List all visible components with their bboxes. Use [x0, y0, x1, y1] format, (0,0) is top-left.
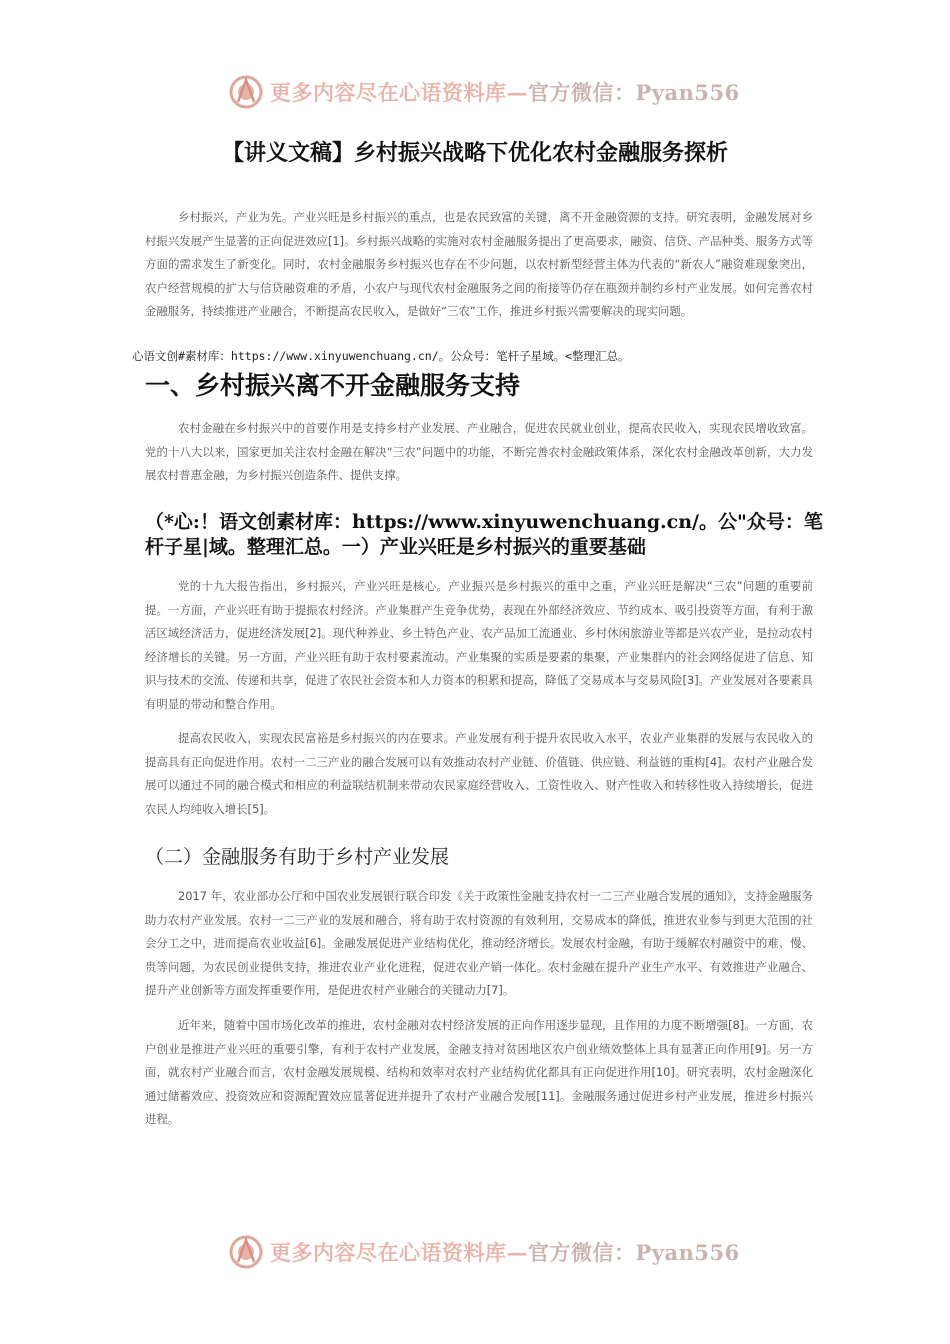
banner-text: 更多内容尽在心语资料库—官方微信：Pyan556: [270, 80, 740, 105]
document-title: 【讲义文稿】乡村振兴战略下优化农村金融服务探析: [221, 141, 728, 166]
intro-paragraph: 乡村振兴，产业为先。产业兴旺是乡村振兴的重点，也是农民致富的关键，离不开金融资源的支持。研究表明，金融发展对乡村振兴发展产生显著的正向促进效应[1]。乡村振兴战略的实施对农村金融服务提出了更高要求，融资、信贷、产品种类、服务方式等方面的需求发生了新变化。同时，农村金融服务乡村振兴也存在不少问题，以农村新型经营主体为代表的“新农人”融资难现象突出，农户经营规模的扩大与信贷融资难的矛盾，小农户与现代农村金融服务之间的衔接等仍存在瓶颈并制约乡村产业发展。如何完善农村金融服务，持续推进产业融合，不断提高农民收入，是做好“三农”工作，推进乡村振兴需要解决的现实问题。: [145, 210, 813, 318]
banner-wechat: 官方微信：Pyan556: [528, 80, 740, 105]
subsection-1-paragraph-1: 党的十九大报告指出，乡村振兴，产业兴旺是核心。产业振兴是乡村振兴的重中之重，产业兴旺是解决“三农”问题的重要前提。一方面，产业兴旺有助于提振农村经济。产业集群产生竞争优势，表现在外部经济效应、节约成本、吸引投资等方面，有利于激活区域经济活力，促进经济发展[2]。现代种养业、乡土特色产业、农产品加工流通业、乡村休闲旅游业等都是兴农产业，是拉动农村经济增长的关键。另一方面，产业兴旺有助于农村要素流动。产业集聚的实质是要素的集聚，产业集群内的社会网络促进了信息、知识与技术的交流、传递和共享，促进了农民社会资本和人力资本的积累和提高，降低了交易成本与交易风险[3]。产业发展对各要素具有明显的带动和整合作用。: [145, 579, 813, 711]
header-banner: [228, 72, 748, 112]
logo-icon: [228, 74, 264, 110]
subsection-1-paragraph-2: 提高农民收入，实现农民富裕是乡村振兴的内在要求。产业发展有利于提升农民收入水平，农业产业集群的发展与农民收入的提高具有正向促进作用。农村一二三产业的融合发展可以有效推动农村产业链、价值链、供应链、利益链的重构[4]。农村产业融合发展可以通过不同的融合模式和相应的利益联结机制来带动农民家庭经营收入、工资性收入、财产性收入和转移性收入持续增长，促进农民人均纯收入增长[5]。: [145, 731, 813, 816]
footer-banner: [228, 1232, 748, 1272]
section-1-paragraph: 农村金融在乡村振兴中的首要作用是支持乡村产业发展、产业融合，促进农民就业创业，提高农民收入，实现农民增收致富。党的十八大以来，国家更加关注农村金融在解决“三农”问题中的功能，不断完善农村金融政策体系，深化农村金融改革创新，大力发展农村普惠金融，为乡村振兴创造条件、提供支撑。: [145, 421, 813, 482]
source-note: 心语文创#素材库：https://www.xinyuwenchuang.cn/。公众号：笔杆子星域。<整理汇总。: [132, 349, 630, 363]
subsection-2-heading: （二）金融服务有助于乡村产业发展: [145, 846, 450, 868]
banner-wechat: 官方微信：Pyan556: [528, 1240, 740, 1265]
subsection-2-paragraph-1: 2017 年，农业部办公厅和中国农业发展银行联合印发《关于政策性金融支持农村一二三产业融合发展的通知》，支持金融服务助力农村产业发展。农村一二三产业的发展和融合，将有助于农村资源的有效利用，交易成本的降低，推进农业参与到更大范围的社会分工之中，进而提高农业收益[6]。金融发展促进产业结构优化，推动经济增长。发展农村金融，有助于缓解农村融资中的难、慢、贵等问题，为农民创业提供支持，推进农业产业化进程，促进农业产销一体化。农村金融在提升产业生产水平、有效推进产业融合、提升产业创新等方面发挥重要作用，是促进农村产业融合的关键动力[7]。: [145, 889, 813, 997]
logo-icon: [228, 1234, 264, 1270]
banner-text: 更多内容尽在心语资料库—官方微信：Pyan556: [270, 1240, 740, 1265]
section-1-heading: 一、乡村振兴离不开金融服务支持: [145, 371, 521, 400]
subsection-1-heading: （*心:！语文创素材库：https://www.xinyuwenchuang.cn/。公"众号：笔杆子星|域。整理汇总。一）产业兴旺是乡村振兴的重要基础: [145, 511, 823, 558]
subsection-2-paragraph-2: 近年来，随着中国市场化改革的推进，农村金融对农村经济发展的正向作用逐步显现，且作用的力度不断增强[8]。一方面，农户创业是推进产业兴旺的重要引擎，有利于农村产业发展，金融支持对贫困地区农户创业绩效整体上具有显著正向作用[9]。另一方面，就农村产业融合而言，农村金融发展规模、结构和效率对农村产业结构优化都具有正向促进作用[10]。研究表明，农村金融深化通过储蓄效应、投资效应和资源配置效应显著促进并提升了农村产业融合发展[11]。金融服务通过促进乡村产业发展，推进乡村振兴进程。: [145, 1018, 813, 1126]
